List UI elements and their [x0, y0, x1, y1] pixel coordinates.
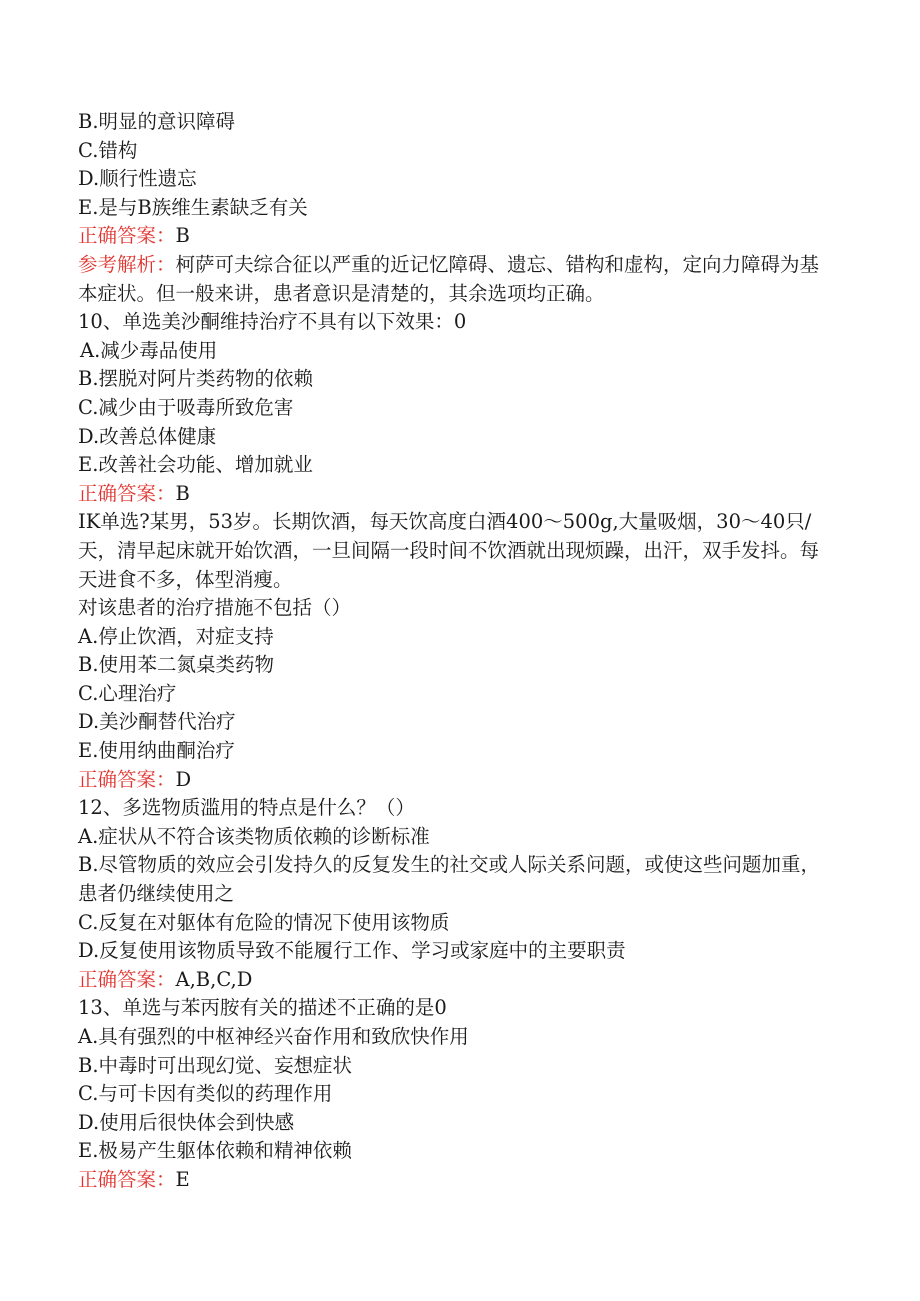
q11-option-d: D.美沙酮替代治疗: [78, 710, 236, 734]
q13-answer: [78, 1166, 838, 1195]
q9-option-c: C.错构: [78, 138, 138, 162]
answer-label: 正确答案：: [78, 481, 176, 505]
q9-analysis: [78, 251, 838, 308]
answer-value: B: [175, 224, 190, 248]
q12-stem: 12、多选物质滥用的特点是什么？（）: [78, 796, 415, 820]
answer-label: 正确答案：: [78, 1167, 176, 1191]
q13-option-c: C.与可卡因有类似的药理作用: [78, 1082, 333, 1106]
q12-answer: [78, 966, 838, 995]
q10-option-b: B.摆脱对阿片类药物的依赖: [78, 367, 314, 391]
q12-option-a: A.症状从不符合该类物质依赖的诊断标准: [78, 824, 430, 848]
q13-option-b: B.中毒时可出现幻觉、妄想症状: [78, 1053, 353, 1077]
q10-option-d: D.改善总体健康: [78, 424, 217, 448]
q10-stem: 10、单选美沙酮维持治疗不具有以下效果：0: [78, 310, 467, 334]
q13-option-a: A.具有强烈的中枢神经兴奋作用和致欣快作用: [78, 1025, 469, 1048]
answer-label: 正确答案：: [78, 224, 176, 248]
analysis-label: 参考解析：: [78, 252, 176, 276]
q12-option-c: C.反复在对躯体有危险的情况下使用该物质: [78, 910, 450, 934]
answer-value: D: [175, 767, 192, 791]
q10-option-e: E.改善社会功能、增加就业: [78, 453, 313, 477]
q12-option-b: B.尽管物质的效应会引发持久的反复发生的社交或人际关系问题，或使这些问题加重，患者仍继续使用之: [78, 853, 821, 906]
q9-option-d: D.顺行性遗忘: [78, 167, 197, 191]
q11-stem: IK单选?某男，53岁。长期饮酒，每天饮高度白酒400～500g,大量吸烟，30～40只/天，清早起床就开始饮酒，一旦间隔一段时间不饮酒就出现烦躁，出汗，双手发抖。每天进食不多，体型消瘦。: [78, 510, 820, 591]
q11-option-c: C.心理治疗: [78, 681, 177, 705]
q11-option-b: B.使用苯二氮桌类药物: [78, 653, 275, 677]
document-page: [78, 108, 838, 1195]
answer-value: A,B,C,D: [175, 967, 253, 991]
q13-stem: 13、单选与苯丙胺有关的描述不正确的是0: [78, 996, 447, 1020]
q11-option-a: A.停止饮酒，对症支持: [78, 624, 274, 648]
q11-answer: [78, 766, 838, 795]
q10-answer: [78, 480, 838, 509]
q11-option-e: E.使用纳曲酮治疗: [78, 739, 235, 763]
answer-value: B: [175, 481, 190, 505]
q10-option-a: A.减少毒品使用: [80, 338, 218, 362]
q10-option-c: C.减少由于吸毒所致危害: [78, 395, 294, 419]
q9-answer: [78, 222, 838, 251]
q9-option-b: B.明显的意识障碍: [78, 110, 236, 133]
answer-value: E: [175, 1167, 190, 1191]
q12-option-d: D.反复使用该物质导致不能履行工作、学习或家庭中的主要职责: [78, 939, 626, 963]
q13-option-d: D.使用后很快体会到快感: [78, 1110, 295, 1134]
q11-question: 对该患者的治疗措施不包括（）: [78, 596, 352, 620]
q13-option-e: E.极易产生躯体依赖和精神依赖: [78, 1139, 352, 1163]
answer-label: 正确答案：: [78, 967, 176, 991]
analysis-text: 柯萨可夫综合征以严重的近记忆障碍、遗忘、错构和虚构，定向力障碍为基本症状。但一般来讲，患者意识是清楚的，其余选项均正确。: [78, 252, 820, 305]
q9-option-e: E.是与B族维生素缺乏有关: [78, 195, 308, 219]
answer-label: 正确答案：: [78, 767, 176, 791]
